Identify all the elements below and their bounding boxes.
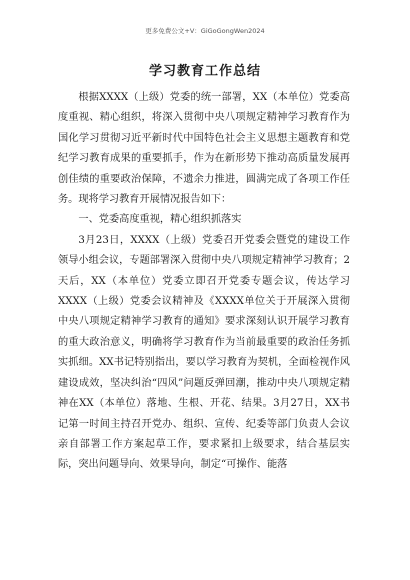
header-note: 更多免费公文+V：GiGoGongWen2024 xyxy=(145,27,265,35)
body-paragraph: 3月23日，XXXX（上级）党委召开党委会暨党的建设工作领导小组会议，专题部署深入贯彻中央八项规定精神学习教育；2天后，XX（本单位）党委立即召开党委专题会议，传达学习XXXX（上级）党委会议精神及《XXXX单位关于开展深入贯彻中央八项规定精神学习教育的通知》要求深刻认识开展学习教育的重大政治意义，明确将学习教育作为当前最重要的政治任务抓实抓细。XX书记特别指出，要以学习教育为契机，全面检视作风建设成效，坚决纠治“四风”问题反弹回潮，推动中央八项规定精神在XX（本单位）落地、生根、开花、结果。3月27日，XX书记第一时间主持召开党办、组织、宣传、纪委等部门负责人会议亲自部署工作方案起草工作，要求紧扣上级要求，结合基层实际，突出问题导向、效果导向，制定“可操作、能落 xyxy=(58,234,350,471)
section-heading: 一、党委高度重视，精心组织抓落实 xyxy=(78,214,242,226)
document-body xyxy=(58,88,350,476)
intro-paragraph: 根据XXXX（上级）党委的统一部署，XX（本单位）党委高度重视、精心组织，将深入贯彻中央八项规定精神学习教育作为国化学习贯彻习近平新时代中国特色社会主义思想主题教育和党纪学习教育成果的重要抓手，作为在新形势下推动高质量发展再创佳绩的重要政治保障，不遗余力推进，圆满完成了各项工作任务。现将学习教育开展情况报告如下： xyxy=(58,92,350,206)
document-title: 学习教育工作总结 xyxy=(148,64,261,79)
